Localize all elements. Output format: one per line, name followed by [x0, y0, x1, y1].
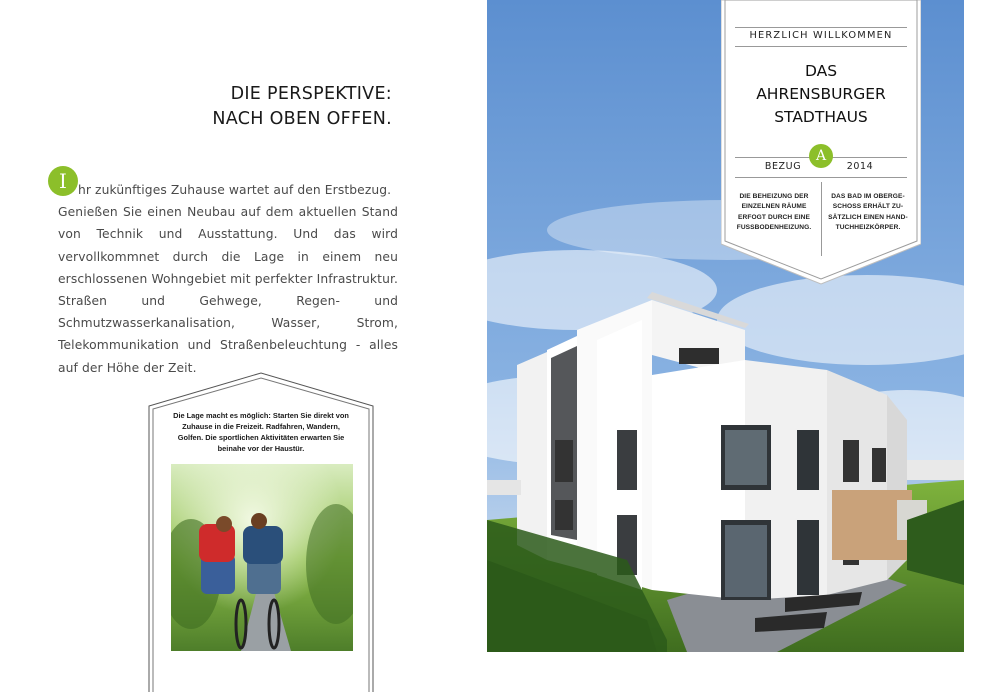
notes-divider — [821, 182, 822, 256]
badge-a: A — [809, 144, 833, 168]
house-card — [148, 372, 374, 692]
welcome-rule-top — [735, 27, 907, 28]
welcome-rule-bottom — [735, 46, 907, 47]
title-line-1: DAS — [804, 62, 838, 80]
headline — [200, 82, 392, 132]
title-line-3: STADTHAUS — [774, 108, 868, 126]
dropcap-badge: I — [48, 166, 78, 196]
title — [721, 60, 921, 129]
cyclists-photo — [171, 464, 353, 651]
headline-line-1: DIE PERSPEKTIVE: — [230, 84, 392, 104]
title-line-2: AHRENSBURGER — [756, 85, 886, 103]
welcome-label: HERZLICH WILLKOMMEN — [749, 30, 893, 41]
bezug-rule-bottom — [735, 177, 907, 178]
intro-paragraph — [58, 179, 398, 379]
heating-note: DIE BEHEIZUNG DER EINZELNEN RÄUME ERFOGT DURCH EINE FUSSBODENHEIZUNG. — [736, 193, 812, 231]
headline-line-2: NACH OBEN OFFEN. — [212, 109, 392, 129]
intro-first-line: hr zukünftiges Zuhause wartet auf den Erstbezug. — [78, 183, 392, 197]
bathroom-note: DAS BAD IM OBERGE-SCHOSS ERHÄLT ZU-SÄTZLICH EINEN HAND-TUCHHEIZKÖRPER. — [828, 193, 908, 231]
intro-body: Genießen Sie einen Neubau auf dem aktuellen Stand von Technik und Ausstattung. Und das wird vervollkommnet durch die Lage in einem neu erschlossenen Wohngebiet mit perfekter Infrastruktur. Straßen und Gehwege, Regen- und Schmutzwasserkanalisation, Wasser, Strom, Telekommunikation und Straßenbeleuchtung - alles auf der Höhe der Zeit. — [58, 205, 398, 375]
bezug-year: 2014 — [846, 161, 874, 172]
info-tag-card — [721, 0, 921, 286]
bezug-label: BEZUG — [764, 161, 802, 172]
house-card-text: Die Lage macht es möglich: Starten Sie direkt von Zuhause in die Freizeit. Radfahren, Wandern, Golfen. Die sportlichen Aktivitäten erwarten Sie beinahe vor der Haustür. — [173, 411, 349, 453]
